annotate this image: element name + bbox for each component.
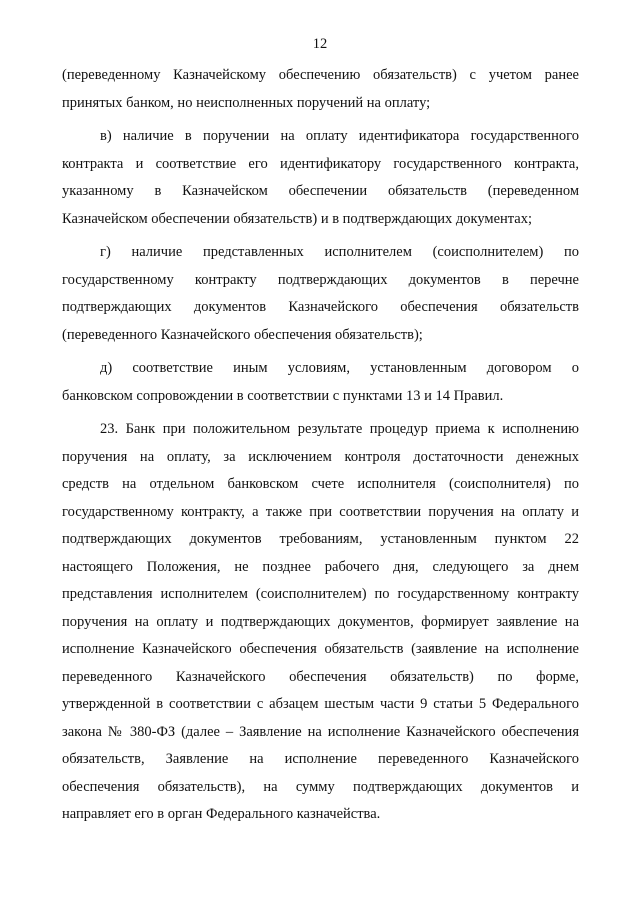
text-line: представления исполнителем (соисполнителем) по государственному контракту	[62, 586, 579, 602]
page-number: 12	[312, 36, 328, 52]
text-line: средств на отдельном банковском счете исполнителя (соисполнителя) по	[62, 476, 579, 492]
text-line: государственному контракту подтверждающих документов в перечне	[62, 271, 579, 288]
text-line: 23. Банк при положительном результате процедур приема к исполнению	[100, 421, 579, 437]
text-line: направляет его в орган Федерального казначейства.	[62, 806, 381, 822]
text-line: контракта и соответствие его идентификатору государственного контракта,	[62, 155, 579, 172]
text-line: обеспечения обязательств), на сумму подтверждающих документов и	[62, 778, 579, 795]
text-line: Казначейском обеспечении обязательств) и в подтверждающих документах;	[62, 210, 533, 227]
text-line: закона № 380-ФЗ (далее – Заявление на исполнение Казначейского обеспечения	[62, 723, 579, 740]
text-line: государственному контракту, а также при соответствии поручения на оплату и	[62, 503, 579, 520]
text-line: принятых банком, но неисполненных поручений на оплату;	[62, 94, 431, 111]
text-line: в) наличие в поручении на оплату идентификатора государственного	[100, 128, 579, 144]
text-line: подтверждающих документов требованиям, установленным пунктом 22	[62, 531, 579, 547]
text-line: поручения на оплату и подтверждающих документов, формирует заявление на	[62, 613, 579, 630]
text-line: д) соответствие иным условиям, установленным договором о	[100, 360, 579, 376]
text-line: настоящего Положения, не позднее рабочего дня, следующего за днем	[62, 558, 579, 575]
text-line: г) наличие представленных исполнителем (соисполнителем) по	[100, 244, 579, 260]
text-line: поручения на оплату, за исключением контроля достаточности денежных	[62, 448, 579, 465]
text-line: (переведенного Казначейского обеспечения обязательств);	[62, 326, 423, 343]
text-line: утвержденной в соответствии с абзацем шестым части 9 статьи 5 Федерального	[62, 696, 579, 712]
text-line: подтверждающих документов Казначейского обеспечения обязательств	[62, 299, 579, 315]
text-line: исполнение Казначейского обеспечения обязательств (заявление на исполнение	[62, 641, 579, 657]
text-line: обязательств, Заявление на исполнение переведенного Казначейского	[62, 751, 579, 767]
document-body	[62, 62, 579, 829]
text-line: указанному в Казначейском обеспечении обязательств (переведенном	[62, 183, 579, 199]
text-line: переведенного Казначейского обеспечения обязательств) по форме,	[62, 668, 579, 685]
text-line: банковском сопровождении в соответствии с пунктами 13 и 14 Правил.	[62, 387, 504, 404]
text-line: (переведенному Казначейскому обеспечению обязательств) с учетом ранее	[62, 67, 579, 83]
